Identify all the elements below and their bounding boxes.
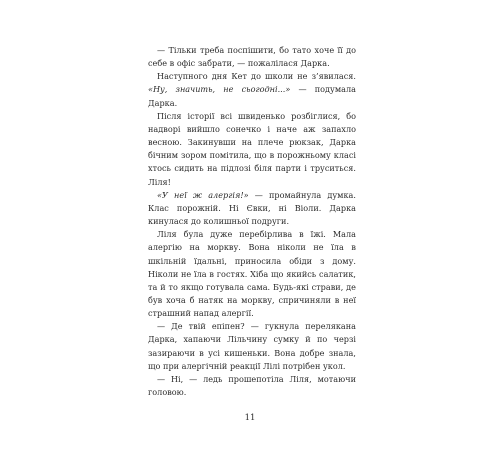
paragraph [148, 189, 356, 228]
paragraph [148, 70, 356, 109]
paragraph-text: — Ні, — ледь прошепотіла Ліля, мотаючи головою. [148, 373, 356, 398]
paragraph [148, 228, 356, 320]
paragraph [148, 373, 356, 399]
paragraph-text: — Де твій епіпен? — гукнула перелякана Дарка, хапаючи Лільчину сумку й по черзі зазираючи в усі кишеньки. Вона добре знала, що при алергічній реакції Лілі потрібен укол. [148, 321, 356, 371]
paragraph-text: — Тільки треба поспішити, бо тато хоче її до себе в офіс забрати, — пожалілася Дарка. [148, 45, 356, 69]
paragraph-text: Після історії всі швиденько розбіглися, бо надворі вийшло сонечко і наче аж запахло весною. Закинувши на плече рюкзак, Дарка бічним зором помітила, що в порожньому класі хтось сидить на підлозі біля парти і труситься. Ліля! [148, 110, 356, 187]
paragraph [148, 320, 356, 373]
paragraph-text: — подумала Дарка. [148, 84, 356, 108]
paragraph [148, 110, 356, 189]
body-text [148, 44, 356, 399]
italic-thought: «Ну, значить, не сьогодні...» [148, 84, 291, 95]
page-number: 11 [244, 413, 256, 423]
paragraph-text: — промайнула думка. Клас порожній. Ні Євки, ні Віоли. Дарка кинулася до колишньої подруги. [148, 189, 356, 227]
paragraph-text: Наступного дня Кет до школи не з’явилася. [157, 71, 356, 82]
italic-thought: «У неї ж алергія!» [157, 189, 249, 200]
paragraph [148, 44, 356, 70]
paragraph-text: Ліля була дуже перебірлива в їжі. Мала алергію на моркву. Вона ніколи не їла в шкільній їдальні, приносила обіди з дому. Ніколи не їла в гостях. Хіба що якийсь салатик, та й то якщо готувала сама. Будь-які страви, де був хоча б натяк на моркву, спричиняли в неї страшний напад алергії. [148, 229, 356, 319]
